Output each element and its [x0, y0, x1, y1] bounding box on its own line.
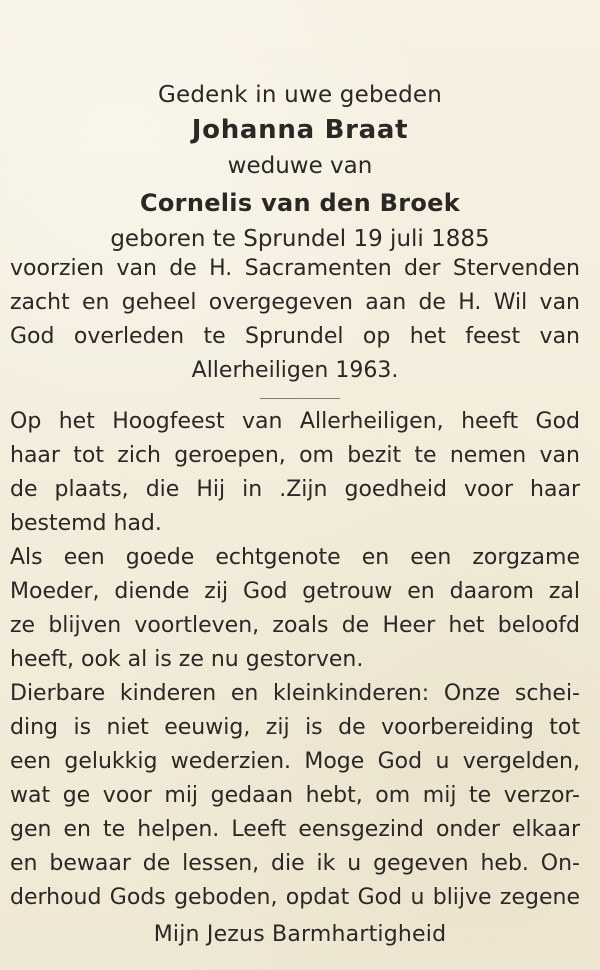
message-line: en bewaar de lessen, die ik u gegeven heb. On- — [10, 851, 580, 876]
message-line: derhoud Gods geboden, opdat God u blijve zegene — [10, 885, 580, 910]
details-line-1: voorzien van de H. Sacramenten der Stervenden — [10, 256, 580, 281]
details-line-3: God overleden te Sprundel op het feest van — [10, 324, 580, 349]
message-line: gen en te helpen. Leeft eensgezind onder elkaar — [10, 817, 580, 842]
memorial-header — [0, 78, 600, 256]
message-line: haar tot zich geroepen, om bezit te nemen van — [10, 443, 580, 468]
birth-line: geboren te Sprundel 19 juli 1885 — [110, 226, 490, 252]
message-line: de plaats, die Hij in .Zijn goedheid voor haar — [10, 477, 580, 502]
details-line-2: zacht en geheel overgegeven aan de H. Wil van — [10, 290, 580, 315]
message-line: een gelukkig wederzien. Moge God u vergelden, — [10, 749, 580, 774]
message-line: Moeder, diende zij God getrouw en daarom zal — [10, 579, 580, 604]
message-line: wat ge voor mij gedaan hebt, om mij te verzor- — [10, 783, 580, 808]
message-line: Als een goede echtgenote en een zorgzame — [10, 545, 580, 570]
details-line-4: Allerheiligen 1963. — [191, 358, 399, 383]
message-line: ding is niet eeuwig, zij is de voorbereiding tot — [10, 715, 580, 740]
intro-line: Gedenk in uwe gebeden — [157, 82, 443, 108]
memorial-message — [10, 405, 580, 915]
message-line: Op het Hoogfeest van Allerheiligen, heeft God — [10, 409, 580, 434]
message-line: Dierbare kinderen en kleinkinderen: Onze schei- — [10, 681, 580, 706]
spouse-name: Cornelis van den Broek — [139, 189, 461, 217]
deceased-name: Johanna Braat — [191, 115, 409, 145]
death-details — [10, 252, 580, 388]
message-line: bestemd had. — [10, 511, 162, 536]
message-line: ze blijven voortleven, zoals de Heer het beloofd — [10, 613, 580, 638]
message-line: heeft, ook al is ze nu gestorven. — [10, 647, 364, 672]
section-divider — [260, 398, 340, 399]
closing-prayer: Mijn Jezus Barmhartigheid — [153, 922, 447, 947]
widow-of-line: weduwe van — [227, 153, 373, 179]
